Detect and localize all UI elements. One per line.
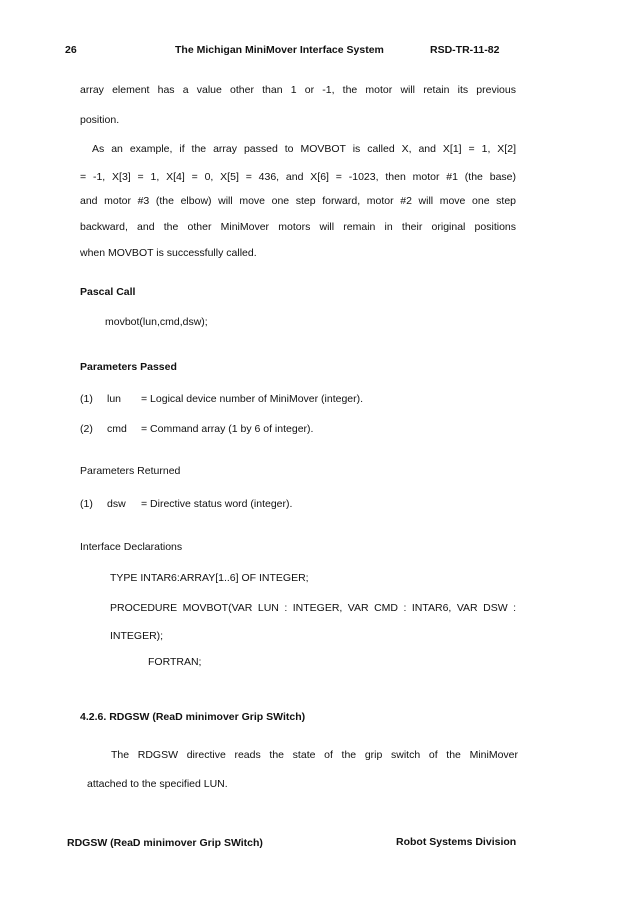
para2-line2: = -1, X[3] = 1, X[4] = 0, X[5] = 436, and X[6] = -1023, then motor #1 (the base) [80,171,516,183]
section-para-line2: attached to the specified LUN. [87,778,228,790]
para1-line1: array element has a value other than 1 or -1, the motor will retain its previous [80,84,516,96]
para1-line2: position. [80,114,120,126]
section-heading: 4.2.6. RDGSW (ReaD minimover Grip SWitch) [80,711,306,723]
interface-proc-line2: INTEGER); [110,630,164,642]
param-passed-name: lun [107,393,122,405]
interface-fortran: FORTRAN; [148,656,202,668]
pascal-call-heading: Pascal Call [80,286,136,298]
section-para-line1: The RDGSW directive reads the state of the grip switch of the MiniMover [111,749,518,761]
param-passed-num: (2) [80,423,93,435]
footer-right: Robot Systems Division [396,836,517,848]
para2-line4: backward, and the other MiniMover motors will remain in their original positions [80,221,516,233]
page-number: 26 [65,44,77,56]
footer-left: RDGSW (ReaD minimover Grip SWitch) [67,837,263,849]
para2-line5: when MOVBOT is successfully called. [80,247,257,259]
param-passed-name: cmd [107,423,127,435]
interface-heading: Interface Declarations [80,541,183,553]
param-returned-name: dsw [107,498,126,510]
param-passed-num: (1) [80,393,93,405]
para2-line3: and motor #3 (the elbow) will move one step forward, motor #2 will move one step [80,195,516,207]
parameters-passed-heading: Parameters Passed [80,361,177,373]
param-returned-desc: = Directive status word (integer). [141,498,293,510]
param-passed-desc: = Command array (1 by 6 of integer). [141,423,314,435]
interface-proc-line1: PROCEDURE MOVBOT(VAR LUN : INTEGER, VAR CMD : INTAR6, VAR DSW : [110,602,516,614]
parameters-returned-heading: Parameters Returned [80,465,181,477]
param-returned-num: (1) [80,498,93,510]
para2-line1: As an example, if the array passed to MOVBOT is called X, and X[1] = 1, X[2] [92,143,516,155]
running-title: The Michigan MiniMover Interface System [175,44,384,56]
pascal-call-code: movbot(lun,cmd,dsw); [105,316,208,328]
param-passed-desc: = Logical device number of MiniMover (integer). [141,393,364,405]
interface-type-decl: TYPE INTAR6:ARRAY[1..6] OF INTEGER; [110,572,309,584]
report-id: RSD-TR-11-82 [430,44,500,56]
